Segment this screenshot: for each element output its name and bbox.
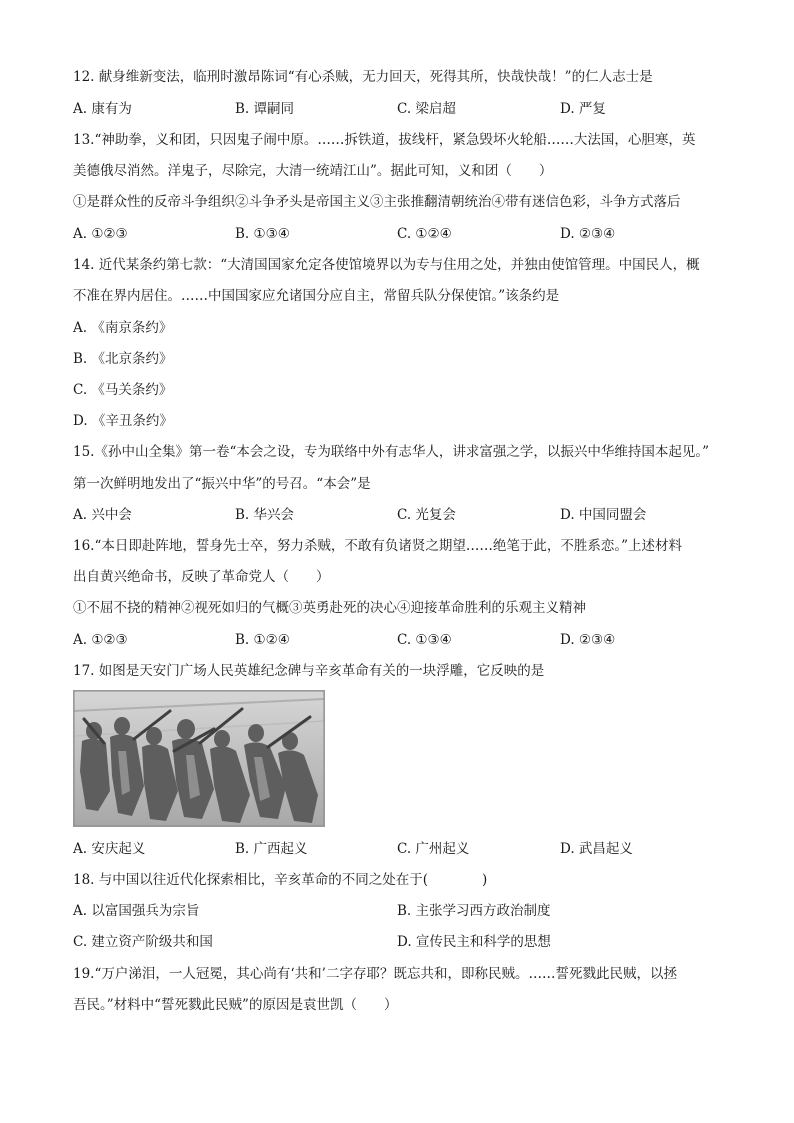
q15-stem-line2: 第一次鲜明地发出了“振兴中华”的号召。“本会”是 xyxy=(73,476,371,492)
monument-relief-image xyxy=(73,690,325,827)
q14-stem-line1: 14. 近代某条约第七款：“大清国国家允定各使馆境界以为专与住用之处，并独由使馆管理。中国民人，概 xyxy=(73,257,700,273)
q15-stem-line1: 15.《孙中山全集》第一卷“本会之设，专为联络中外有志华人，讲求富强之学，以振兴中华维持国本起见。” xyxy=(73,444,710,460)
q17-option-a: A. 安庆起义 xyxy=(73,841,146,857)
q18-stem: 18. 与中国以往近代化探索相比，辛亥革命的不同之处在于( ) xyxy=(73,872,488,888)
q19-stem-line2: 吾民。”材料中“誓死戮此民贼”的原因是袁世凯（ ） xyxy=(73,997,398,1013)
q15-option-a: A. 兴中会 xyxy=(73,507,132,523)
q17-stem: 17. 如图是天安门广场人民英雄纪念碑与辛亥革命有关的一块浮雕，它反映的是 xyxy=(73,663,545,679)
q14-option-d: D. 《辛丑条约》 xyxy=(73,413,173,429)
q16-option-c: C. ①③④ xyxy=(397,632,452,648)
q13-statements: ①是群众性的反帝斗争组织②斗争矛头是帝国主义③主张推翻清朝统治④带有迷信色彩，斗争方式落后 xyxy=(73,194,681,210)
q14-option-c: C. 《马关条约》 xyxy=(73,382,173,398)
q17-option-d: D. 武昌起义 xyxy=(560,841,633,857)
relief-figures-illustration xyxy=(74,691,324,826)
q16-stem-line2: 出自黄兴绝命书，反映了革命党人（ ） xyxy=(73,569,330,585)
q12-option-b: B. 谭嗣同 xyxy=(235,101,295,117)
q13-stem-line1: 13.“神助拳，义和团，只因鬼子闹中原。……拆铁道，拔线杆，紧急毁坏火轮船……大法国，心胆寒，英 xyxy=(73,132,696,148)
q13-option-d: D. ②③④ xyxy=(560,226,616,242)
q14-option-a: A. 《南京条约》 xyxy=(73,320,173,336)
q16-option-a: A. ①②③ xyxy=(73,632,128,648)
q16-stem-line1: 16.“本日即赴阵地，誓身先士卒，努力杀贼，不敢有负诸贤之期望……绝笔于此，不胜系恋。”上述材料 xyxy=(73,538,683,554)
q16-statements: ①不屈不挠的精神②视死如归的气概③英勇赴死的决心④迎接革命胜利的乐观主义精神 xyxy=(73,600,586,616)
q12-option-c: C. 梁启超 xyxy=(397,101,456,117)
q15-option-c: C. 光复会 xyxy=(397,507,456,523)
q14-stem-line2: 不准在界内居住。……中国国家应允诸国分应自主，常留兵队分保使馆。”该条约是 xyxy=(73,288,560,304)
q17-option-b: B. 广西起义 xyxy=(235,841,308,857)
q15-option-b: B. 华兴会 xyxy=(235,507,295,523)
q12-option-d: D. 严复 xyxy=(560,101,606,117)
q18-option-b: B. 主张学习西方政治制度 xyxy=(397,903,551,919)
q14-option-b: B. 《北京条约》 xyxy=(73,351,173,367)
q19-stem-line1: 19.“万户涕泪，一人冠冕，其心尚有‘共和’二字存耶？既忘共和，即称民贼。……誓死戮此民贼，以拯 xyxy=(73,966,677,982)
q12-option-a: A. 康有为 xyxy=(73,101,132,117)
q18-option-d: D. 宣传民主和科学的思想 xyxy=(397,934,551,950)
q13-option-c: C. ①②④ xyxy=(397,226,452,242)
q15-option-d: D. 中国同盟会 xyxy=(560,507,647,523)
q18-option-c: C. 建立资产阶级共和国 xyxy=(73,934,213,950)
q16-option-b: B. ①②④ xyxy=(235,632,290,648)
q13-option-b: B. ①③④ xyxy=(235,226,290,242)
q18-option-a: A. 以富国强兵为宗旨 xyxy=(73,903,200,919)
q16-option-d: D. ②③④ xyxy=(560,632,616,648)
q13-stem-line2: 美德俄尽消然。洋鬼子，尽除完，大清一统靖江山”。据此可知，义和团（ ） xyxy=(73,163,553,179)
q12-stem: 12. 献身维新变法，临刑时激昂陈词“有心杀贼，无力回天，死得其所，快哉快哉！”的仁人志士是 xyxy=(73,69,653,85)
q17-option-c: C. 广州起义 xyxy=(397,841,470,857)
q13-option-a: A. ①②③ xyxy=(73,226,128,242)
